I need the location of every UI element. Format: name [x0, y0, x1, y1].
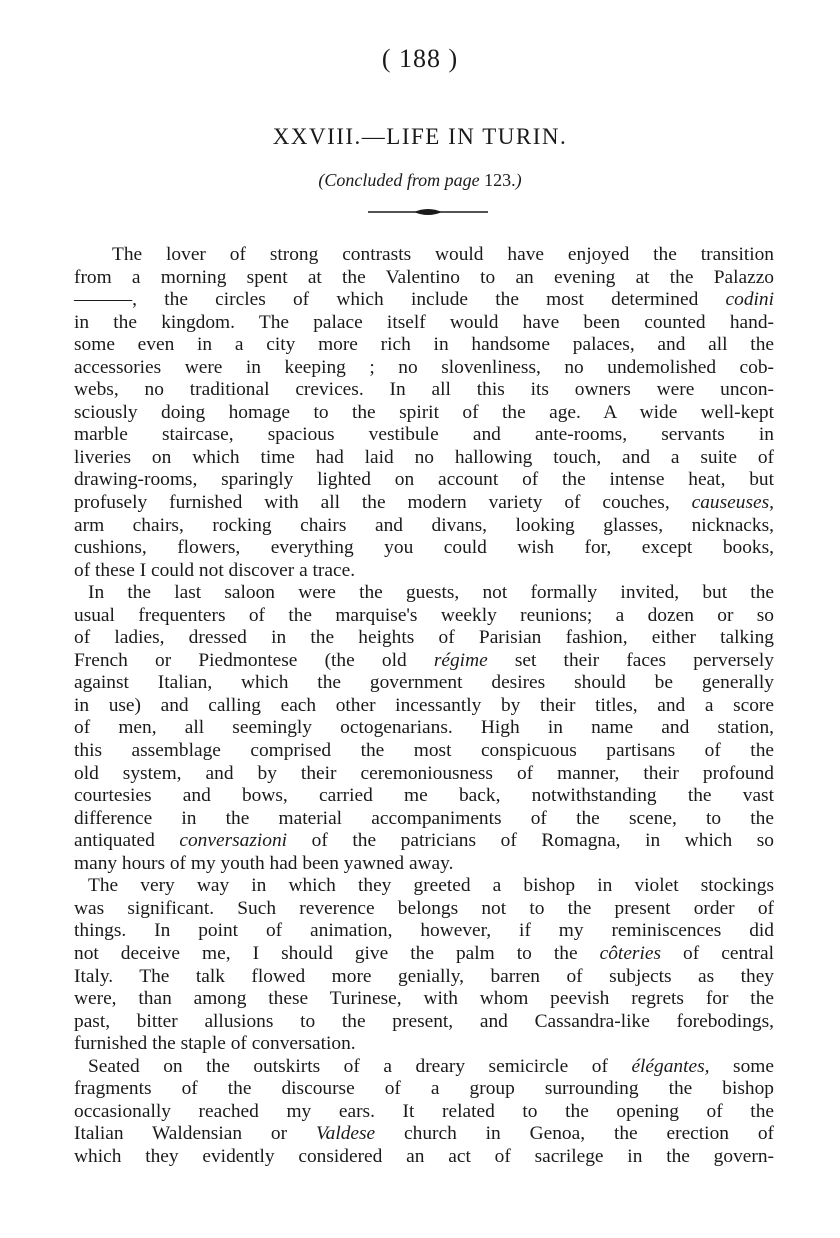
body-text [74, 244, 774, 1168]
text-line: in use) and calling each other incessantly by their titles, and a score [74, 694, 774, 716]
text-line: Italian Waldensian or Valdese church in Genoa, the erection of [74, 1123, 774, 1145]
italic-term: conversazioni [179, 830, 288, 852]
text-line: from a morning spent at the Valentino to an evening at the Palazzo [74, 266, 774, 288]
text-line: occasionally reached my ears. It related to the opening of the [74, 1100, 774, 1122]
subtitle-close-paren: ) [515, 170, 522, 190]
text-line: courtesies and bows, carried me back, notwithstanding the vast [74, 785, 774, 807]
italic-term: codini [725, 289, 774, 311]
text-line: profusely furnished with all the modern variety of couches, causeuses, [74, 492, 774, 514]
ornamental-divider [368, 206, 488, 218]
text-line: liveries on which time had laid no hallowing touch, and a suite of [74, 446, 774, 468]
italic-term: côteries [599, 942, 662, 964]
text-line: many hours of my youth had been yawned away. [74, 852, 454, 874]
text-line: against Italian, which the government desires should be generally [74, 672, 774, 694]
italic-term: élégantes, [631, 1055, 710, 1077]
subtitle-text: Concluded from page [324, 170, 480, 190]
text-line: webs, no traditional crevices. In all this its owners were uncon- [74, 379, 774, 401]
italic-term: régime [433, 649, 488, 671]
text-line: of men, all seemingly octogenarians. High in name and station, [74, 717, 774, 739]
text-line: were, than among these Turinese, with whom peevish regrets for the [74, 988, 774, 1010]
text-line: drawing-rooms, sparingly lighted on account of the intense heat, but [74, 469, 774, 491]
italic-term: Valdese [315, 1123, 376, 1145]
text-line: this assemblage comprised the most conspicuous partisans of the [74, 740, 774, 762]
text-line: of these I could not discover a trace. [74, 559, 356, 581]
chapter-subtitle [0, 170, 840, 191]
text-line: In the last saloon were the guests, not formally invited, but the [88, 582, 774, 604]
text-line: arm chairs, rocking chairs and divans, looking glasses, nicknacks, [74, 514, 774, 536]
text-line: ———, the circles of which include the most determined codini [74, 289, 774, 311]
text-line: not deceive me, I should give the palm to the côteries of central [74, 942, 774, 964]
text-line: was significant. Such reverence belongs not to the present order of [74, 897, 774, 919]
chapter-title: XXVIII.—LIFE IN TURIN. [272, 124, 568, 149]
text-line: The very way in which they greeted a bishop in violet stockings [88, 875, 774, 897]
text-line: past, bitter allusions to the present, and Cassandra-like forebodings, [74, 1010, 774, 1032]
text-line: things. In point of animation, however, if my reminiscences did [74, 920, 774, 942]
text-line: which they evidently considered an act of sacrilege in the govern- [74, 1145, 774, 1167]
text-line: some even in a city more rich in handsome palaces, and all the [74, 334, 774, 356]
text-line: in the kingdom. The palace itself would have been counted hand- [74, 311, 774, 333]
text-line: Italy. The talk flowed more genially, barren of subjects as they [74, 965, 774, 987]
italic-term: causeuses, [691, 492, 774, 514]
text-line: cushions, flowers, everything you could wish for, except books, [74, 537, 774, 559]
page-number: ( 188 ) [381, 44, 459, 73]
text-line: old system, and by their ceremoniousness of manner, their profound [74, 762, 774, 784]
text-line: Seated on the outskirts of a dreary semicircle of élégantes, some [88, 1055, 774, 1077]
subtitle-open-paren: ( [318, 170, 325, 190]
text-line: The lover of strong contrasts would have enjoyed the transition [112, 244, 774, 265]
text-line: furnished the staple of conversation. [74, 1033, 356, 1055]
text-line: of ladies, dressed in the heights of Parisian fashion, either talking [74, 627, 774, 649]
text-line: sciously doing homage to the spirit of the age. A wide well-kept [74, 401, 774, 423]
text-line: antiquated conversazioni of the patricians of Romagna, in which so [74, 830, 774, 852]
text-line: accessories were in keeping ; no slovenliness, no undemolished cob- [74, 356, 774, 378]
text-line: difference in the material accompaniments of the scene, to the [74, 807, 774, 829]
text-line: French or Piedmontese (the old régime set their faces perversely [74, 649, 774, 671]
text-line: fragments of the discourse of a group surrounding the bishop [74, 1078, 774, 1100]
text-line: marble staircase, spacious vestibule and ante-rooms, servants in [74, 424, 774, 446]
text-line: usual frequenters of the marquise's weekly reunions; a dozen or so [74, 604, 774, 626]
subtitle-page-ref: 123. [484, 170, 516, 190]
